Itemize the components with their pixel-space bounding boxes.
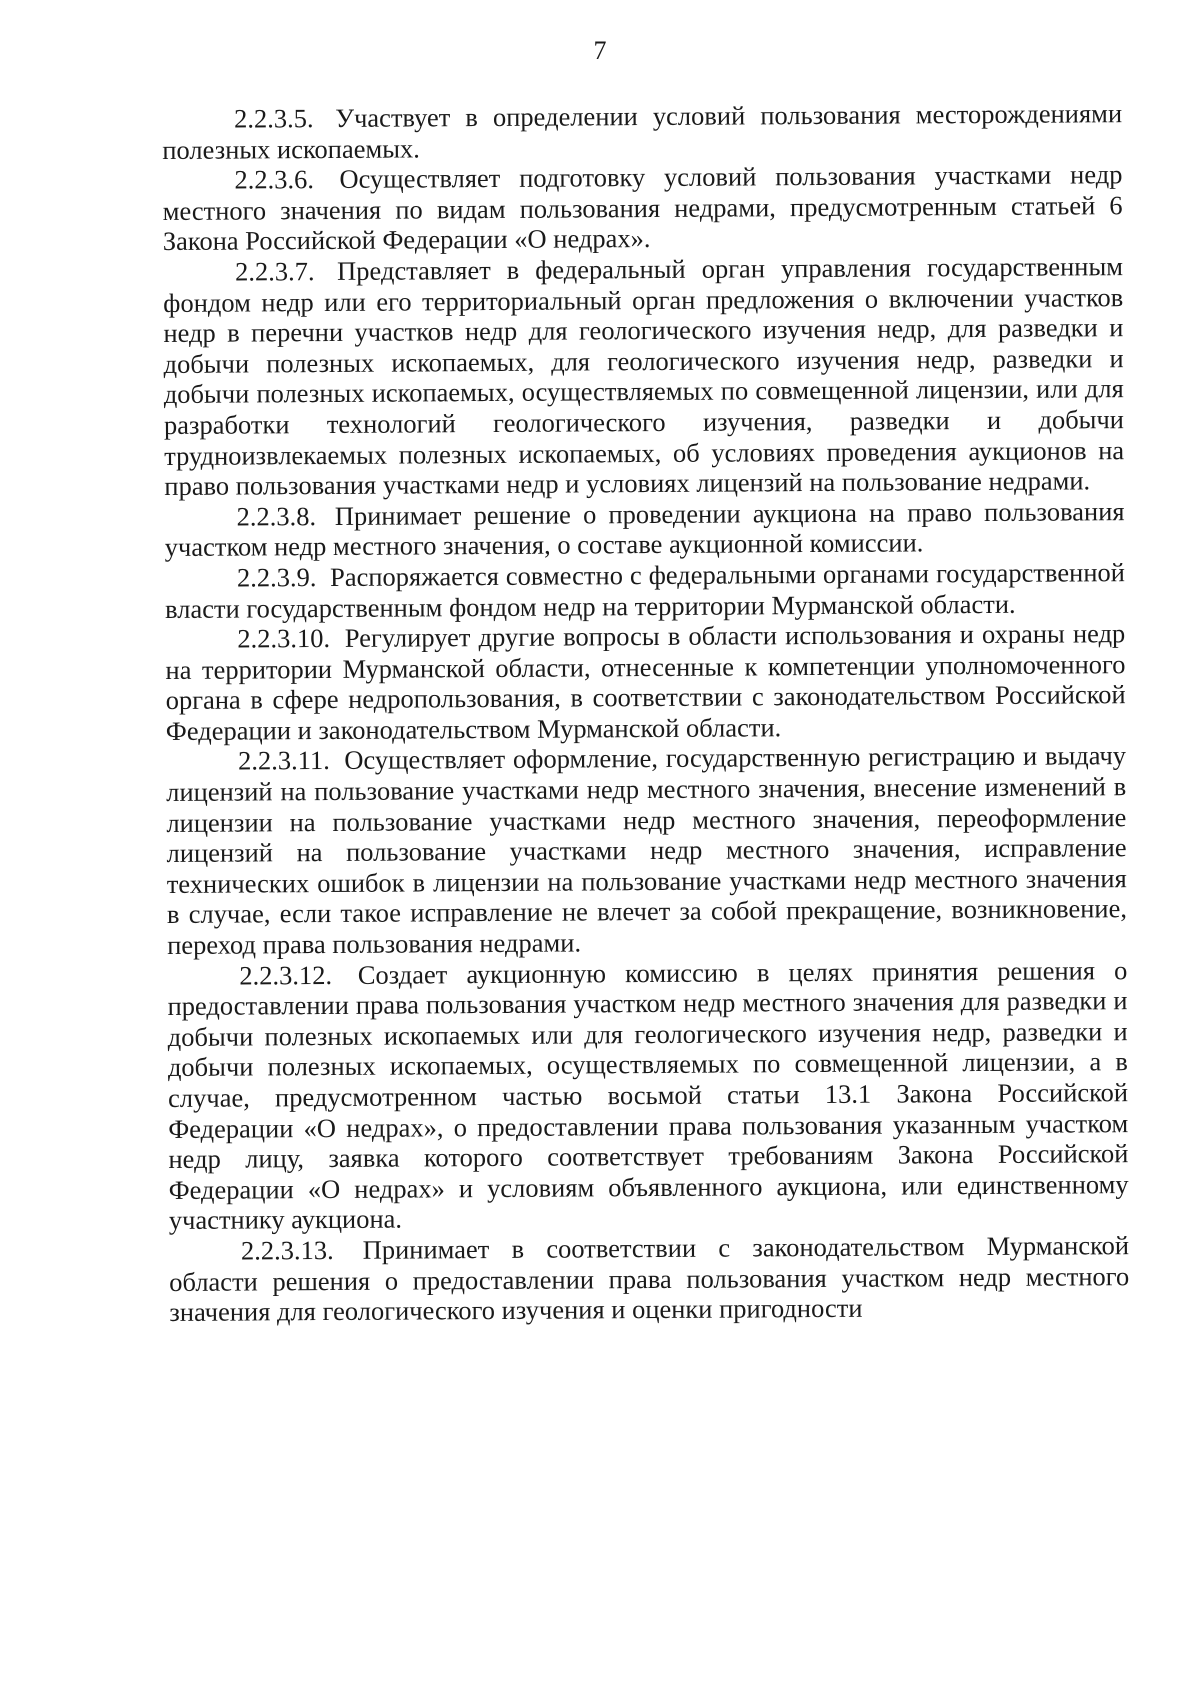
paragraph-number: 2.2.3.8. — [236, 500, 317, 532]
paragraph-2-2-3-5 — [162, 98, 1122, 165]
document-body — [162, 98, 1129, 1328]
paragraph-number: 2.2.3.9. — [236, 561, 317, 593]
paragraph-2-2-3-13 — [169, 1230, 1130, 1328]
paragraph-text: Создает аукционную комиссию в целях принятия решения о предоставлении права пользования участком недр местного значения для разведки и добычи полезных ископаемых или для геологического изучения недр, разведки и добычи полезных ископаемых, осуществляемых по совмещенной лицензии, а в случае, предусмотренном частью восьмой статьи 13.1 Закона Российской Федерации «О недрах», о предоставлении права пользования указанным участком недр лицу, заявка которого соответствует требованиям Закона Российской Федерации «О недрах» и условиям объявленного аукциона, или единственному участнику аукциона. — [167, 954, 1129, 1236]
paragraph-text: Участвует в определении условий пользования месторождениями полезных ископаемых. — [162, 98, 1123, 165]
paragraph-text: Осуществляет оформление, государственную регистрацию и выдачу лицензий на пользование участками недр местного значения, внесение изменений в лицензии на пользование участками недр местного значения, переоформление лицензий на пользование участками недр местного значения, исправление технических ошибок в лицензии на пользование участками недр местного значения в случае, если такое исправление не влечет за собой прекращение, возникновение, переход права пользования недрами. — [166, 740, 1128, 961]
paragraph-2-2-3-9 — [165, 557, 1125, 624]
paragraph-2-2-3-12 — [167, 955, 1129, 1236]
paragraph-text: Представляет в федеральный орган управления государственным фондом недр или его территориальный орган предложения о включении участков недр в перечни участков недр для геологического изучения недр, для разведки и добычи полезных ископаемых, для геологического изучения недр, разведки и добычи полезных ископаемых, осуществляемых по совмещенной лицензии, или для разработки технологий геологического изучения, разведки и добычи трудноизвлекаемых полезных ископаемых, об условиях проведения аукционов на право пользования участками недр и условиях лицензий на пользование недрами. — [163, 251, 1125, 502]
paragraph-2-2-3-11 — [166, 741, 1127, 961]
page-number: 7 — [593, 36, 607, 65]
paragraph-text: Принимает решение о проведении аукциона на право пользования участком недр местного значения, о составе аукционной комиссии. — [164, 495, 1125, 563]
paragraph-2-2-3-8 — [164, 496, 1124, 563]
paragraph-number: 2.2.3.6. — [234, 164, 315, 195]
paragraph-text: Распоряжается совместно с федеральными органами государственной власти государственным фондом недр на территории Мурманской области. — [164, 557, 1125, 624]
paragraph-text: Регулирует другие вопросы в области использования и охраны недр на территории Мурманской области, отнесенные к компетенции уполномоченного органа в сфере недропользования, в соответствии с законодательством Российской Федерации и законодательством Мурманской области. — [165, 618, 1126, 746]
paragraph-2-2-3-6 — [162, 159, 1123, 257]
paragraph-number: 2.2.3.13. — [240, 1234, 334, 1266]
paragraph-2-2-3-10 — [165, 618, 1126, 746]
paragraph-2-2-3-7 — [163, 251, 1124, 502]
paragraph-number: 2.2.3.11. — [237, 745, 330, 777]
paragraph-number: 2.2.3.10. — [237, 623, 331, 654]
paragraph-number: 2.2.3.5. — [233, 103, 314, 134]
paragraph-number: 2.2.3.12. — [239, 959, 333, 991]
paragraph-number: 2.2.3.7. — [234, 256, 315, 287]
paragraph-text: Осуществляет подготовку условий пользования участками недр местного значения по видам пользования недрами, предусмотренным статьей 6 Закона Российской Федерации «О недрах». — [162, 159, 1123, 257]
paragraph-text: Принимает в соответствии с законодательством Мурманской области решения о предоставлении права пользования участком недр местного значения для геологического изучения и оценки пригодности — [169, 1230, 1130, 1328]
